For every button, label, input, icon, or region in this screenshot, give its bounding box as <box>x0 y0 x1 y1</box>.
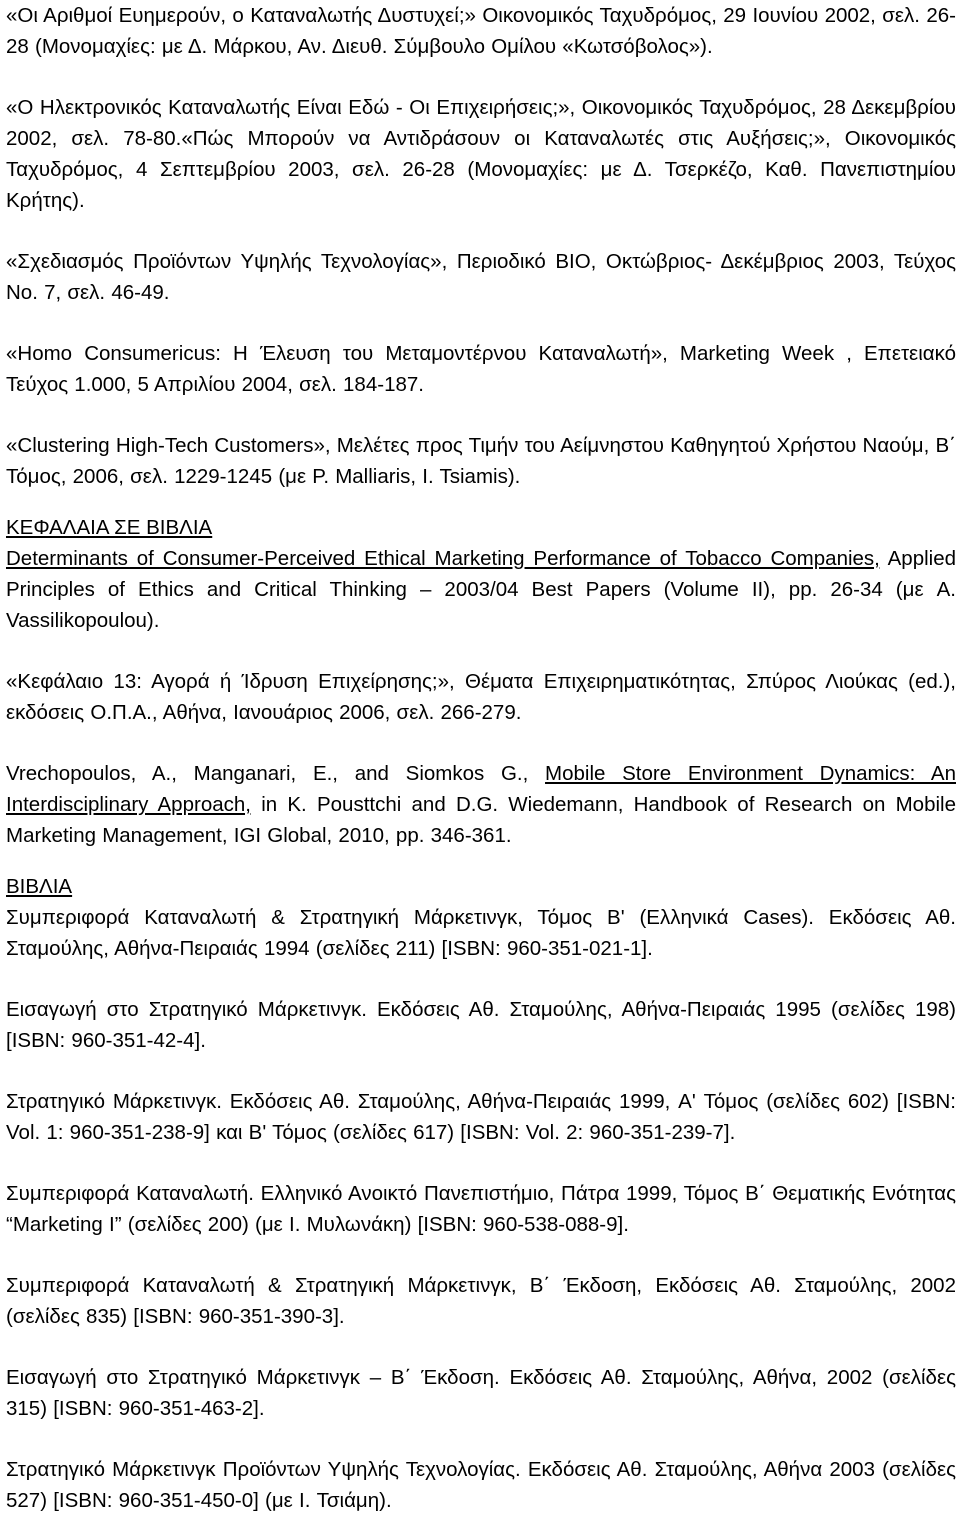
article-entry: «Οι Αριθμοί Ευημερούν, ο Καταναλωτής Δυστυχεί;» Οικονομικός Ταχυδρόμος, 29 Ιουνίου 2002, σελ. 26-28 (Μονομαχίες: με Δ. Μάρκου, Αν. Διευθ. Σύμβουλο Ομίλου «Κωτσόβολος»). <box>6 4 956 58</box>
book-entry: Συμπεριφορά Καταναλωτή & Στρατηγική Μάρκετινγκ, Τόμος B' (Ελληνικά Cases). Εκδόσεις Αθ. Σταμούλης, Αθήνα-Πειραιάς 1994 (σελίδες 211) [ISBN: 960-351-021-1]. <box>6 906 956 960</box>
book-entry: Εισαγωγή στο Στρατηγικό Μάρκετινγκ. Εκδόσεις Αθ. Σταμούλης, Αθήνα-Πειραιάς 1995 (σελίδες 198) [ISBN: 960-351-42-4]. <box>6 998 956 1052</box>
chapter-entry <box>6 543 956 636</box>
article-entry: «Clustering High-Tech Customers», Μελέτες προς Τιμήν του Αείμνηστου Καθηγητού Χρήστου Ναούμ, Β΄ Τόμος, 2006, σελ. 1229-1245 (με P. Malliaris, I. Tsiamis). <box>6 434 956 488</box>
chapters-heading: ΚΕΦΑΛΑΙΑ ΣΕ ΒΙΒΛΙΑ <box>6 516 213 539</box>
chapter-authors: Vrechopoulos, A., Manganari, E., and Siomkos G., <box>6 762 546 785</box>
book-entry: Στρατηγικό Μάρκετινγκ Προϊόντων Υψηλής Τεχνολογίας. Εκδόσεις Αθ. Σταμούλης, Αθήνα 2003 (σελίδες 527) [ISBN: 960-351-450-0] (με I. Τσιάμη). <box>6 1458 956 1512</box>
chapter-details: «Κεφάλαιο 13: Αγορά ή Ίδρυση Επιχείρησης;», Θέματα Επιχειρηματικότητας, Σπύρος Λιούκας (ed.), εκδόσεις Ο.Π.Α., Αθήνα, Ιανουάριος 2006, σελ. 266-279. <box>6 670 956 724</box>
article-entry: «Homo Consumericus: Η Έλευση του Μεταμοντέρνου Καταναλωτή», Marketing Week , Επετειακό Τεύχος 1.000, 5 Απριλίου 2004, σελ. 184-187. <box>6 342 956 396</box>
chapter-title: Mobile Store Environment Dynamics: An Interdisciplinary Approach, <box>6 762 956 816</box>
article-entry: «Ο Ηλεκτρονικός Καταναλωτής Είναι Εδώ - Οι Επιχειρήσεις;», Οικονομικός Ταχυδρόμος, 28 Δεκεμβρίου 2002, σελ. 78-80.«Πώς Μπορούν να Αντιδράσουν οι Καταναλωτές στις Αυξήσεις;», Οικονομικός Ταχυδρόμος, 4 Σεπτεμβρίου 2003, σελ. 26-28 (Μονομαχίες: με Δ. Τσερκέζο, Καθ. Πανεπιστημίου Κρήτης). <box>6 96 956 212</box>
chapter-entry <box>6 758 956 851</box>
chapter-entry <box>6 666 956 728</box>
article-entry: «Σχεδιασμός Προϊόντων Υψηλής Τεχνολογίας», Περιοδικό ΒΙΟ, Οκτώβριος- Δεκέμβριος 2003, Τεύχος Νο. 7, σελ. 46-49. <box>6 250 956 304</box>
book-entry: Εισαγωγή στο Στρατηγικό Μάρκετινγκ – Β΄ Έκδοση. Εκδόσεις Αθ. Σταμούλης, Αθήνα, 2002 (σελίδες 315) [ISBN: 960-351-463-2]. <box>6 1366 956 1420</box>
book-entry: Συμπεριφορά Καταναλωτή & Στρατηγική Μάρκετινγκ, Β΄ Έκδοση, Εκδόσεις Αθ. Σταμούλης, 2002 (σελίδες 835) [ISBN: 960-351-390-3]. <box>6 1274 956 1328</box>
book-entry: Στρατηγικό Μάρκετινγκ. Εκδόσεις Αθ. Σταμούλης, Αθήνα-Πειραιάς 1999, A' Τόμος (σελίδες 602) [ISBN: Vol. 1: 960-351-238-9] και Β' Τόμος (σελίδες 617) [ISBN: Vol. 2: 960-351-239-7]. <box>6 1090 956 1144</box>
book-entry: Συμπεριφορά Καταναλωτή. Ελληνικό Ανοικτό Πανεπιστήμιο, Πάτρα 1999, Τόμος Β΄ Θεματικής Ενότητας “Marketing I” (σελίδες 200) (με I. Μυλωνάκη) [ISBN: 960-538-088-9]. <box>6 1182 956 1236</box>
books-heading: ΒΙΒΛΙΑ <box>6 875 73 898</box>
document-page <box>6 0 956 1537</box>
chapter-details: in K. Pousttchi and D.G. Wiedemann, Handbook of Research on Mobile Marketing Management, IGI Global, 2010, pp. 346-361. <box>6 793 956 847</box>
chapter-title: Determinants of Consumer-Perceived Ethical Marketing Performance of Tobacco Companies, <box>6 547 880 570</box>
chapter-details: Applied Principles of Ethics and Critical Thinking – 2003/04 Best Papers (Volume II), pp. 26-34 (με A. Vassilikopoulou). <box>6 547 956 632</box>
